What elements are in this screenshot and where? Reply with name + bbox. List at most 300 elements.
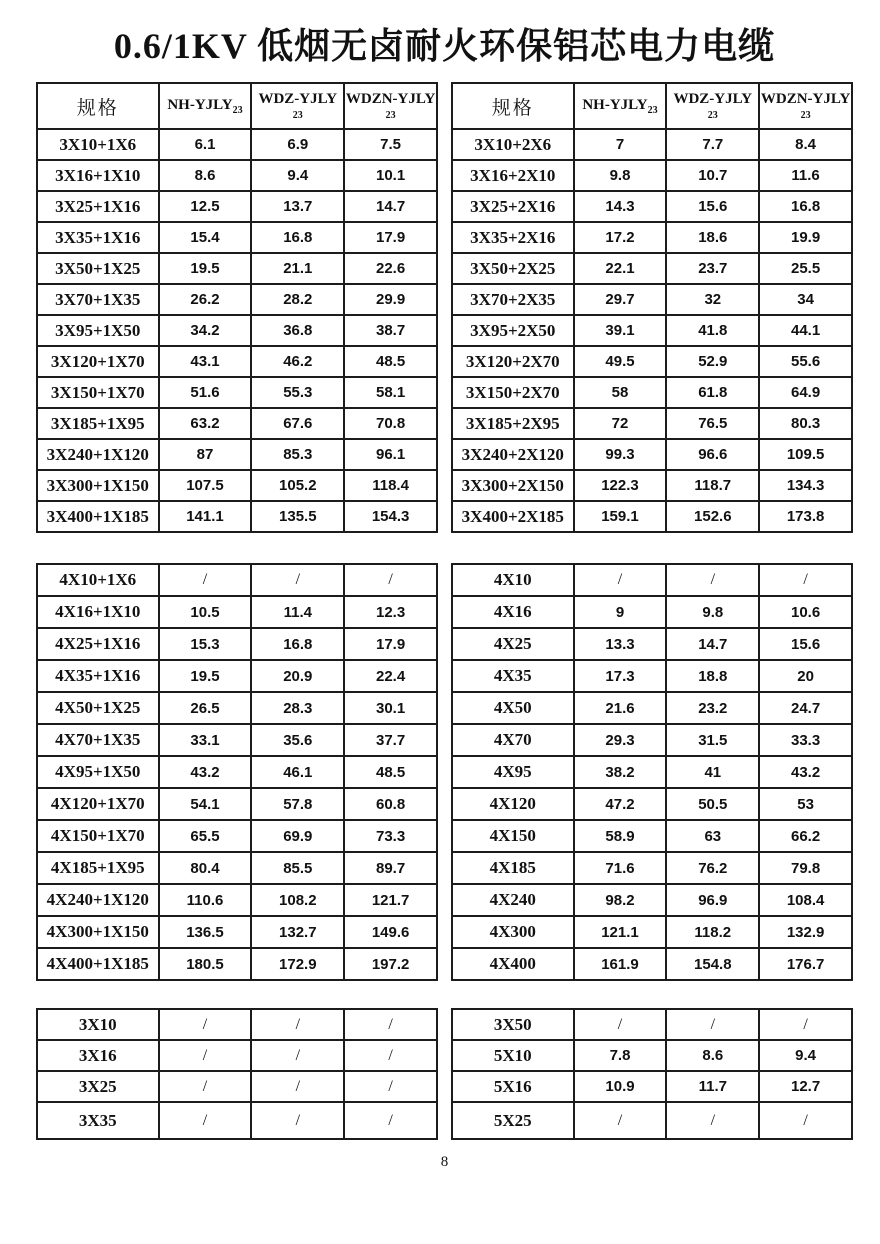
table-row: [452, 1009, 852, 1040]
spec-cell: 3X150+2X70: [452, 377, 574, 408]
table-row: [452, 564, 852, 596]
table-row: [37, 1102, 437, 1139]
spec-cell: 3X25+1X16: [37, 191, 159, 222]
spec-cell: 3X95+2X50: [452, 315, 574, 346]
value-cell: /: [159, 1071, 252, 1102]
spec-cell: 4X185+1X95: [37, 852, 159, 884]
value-cell: 14.3: [574, 191, 667, 222]
spec-cell: 4X70: [452, 724, 574, 756]
value-cell: 105.2: [251, 470, 344, 501]
spec-cell: 5X16: [452, 1071, 574, 1102]
value-cell: 15.3: [159, 628, 252, 660]
value-cell: 108.2: [251, 884, 344, 916]
spec-cell: 4X10: [452, 564, 574, 596]
value-cell: 49.5: [574, 346, 667, 377]
value-cell: 63.2: [159, 408, 252, 439]
value-cell: 36.8: [251, 315, 344, 346]
value-cell: 11.4: [251, 596, 344, 628]
table-row: [452, 284, 852, 315]
value-cell: 98.2: [574, 884, 667, 916]
value-cell: 22.4: [344, 660, 437, 692]
value-cell: 19.5: [159, 660, 252, 692]
table-row: [452, 660, 852, 692]
value-cell: 87: [159, 439, 252, 470]
value-cell: 46.2: [251, 346, 344, 377]
value-cell: 10.9: [574, 1071, 667, 1102]
value-cell: /: [344, 1102, 437, 1139]
value-cell: 34: [759, 284, 852, 315]
table-row: [37, 660, 437, 692]
value-cell: 58: [574, 377, 667, 408]
value-cell: 8.6: [666, 1040, 759, 1071]
spec-cell: 3X95+1X50: [37, 315, 159, 346]
table-row: [452, 1040, 852, 1071]
table-row: [37, 564, 437, 596]
spec-cell: 3X70+1X35: [37, 284, 159, 315]
value-cell: 26.2: [159, 284, 252, 315]
value-cell: 7: [574, 129, 667, 160]
header-wdzn-sub: 23: [800, 110, 811, 122]
spec-cell: 3X16: [37, 1040, 159, 1071]
value-cell: 7.7: [666, 129, 759, 160]
value-cell: 107.5: [159, 470, 252, 501]
spec-cell: 4X400: [452, 948, 574, 980]
spec-cell: 3X185+1X95: [37, 408, 159, 439]
value-cell: 6.9: [251, 129, 344, 160]
value-cell: 9.8: [574, 160, 667, 191]
table-row: [452, 596, 852, 628]
value-cell: 15.6: [666, 191, 759, 222]
value-cell: 96.6: [666, 439, 759, 470]
header-row: [452, 83, 852, 129]
value-cell: 28.2: [251, 284, 344, 315]
value-cell: 48.5: [344, 756, 437, 788]
table-row: [37, 222, 437, 253]
table-row: [452, 222, 852, 253]
value-cell: 33.3: [759, 724, 852, 756]
value-cell: 73.3: [344, 820, 437, 852]
table-row: [37, 884, 437, 916]
value-cell: 180.5: [159, 948, 252, 980]
value-cell: 17.9: [344, 628, 437, 660]
value-cell: 51.6: [159, 377, 252, 408]
value-cell: 9.4: [251, 160, 344, 191]
table-row: [37, 191, 437, 222]
value-cell: 23.7: [666, 253, 759, 284]
value-cell: 159.1: [574, 501, 667, 532]
table-row: [37, 1040, 437, 1071]
value-cell: 41: [666, 756, 759, 788]
header-wdz-label: WDZ-YJLY: [258, 90, 338, 107]
value-cell: 85.5: [251, 852, 344, 884]
spec-cell: 3X10: [37, 1009, 159, 1040]
value-cell: 109.5: [759, 439, 852, 470]
value-cell: 11.7: [666, 1071, 759, 1102]
table-row: [37, 852, 437, 884]
value-cell: 118.7: [666, 470, 759, 501]
spec-cell: 4X25: [452, 628, 574, 660]
value-cell: 141.1: [159, 501, 252, 532]
value-cell: 9.8: [666, 596, 759, 628]
spec-cell: 3X50+2X25: [452, 253, 574, 284]
spec-cell: 3X10+1X6: [37, 129, 159, 160]
spec-cell: 4X95+1X50: [37, 756, 159, 788]
spec-cell: 3X25: [37, 1071, 159, 1102]
value-cell: 53: [759, 788, 852, 820]
spec-cell: 3X16+2X10: [452, 160, 574, 191]
value-cell: 197.2: [344, 948, 437, 980]
spec-cell: 4X50: [452, 692, 574, 724]
value-cell: 21.1: [251, 253, 344, 284]
value-cell: 29.7: [574, 284, 667, 315]
value-cell: 19.5: [159, 253, 252, 284]
table-header: [37, 83, 437, 129]
value-cell: /: [159, 1009, 252, 1040]
spec-cell: 3X185+2X95: [452, 408, 574, 439]
value-cell: 33.1: [159, 724, 252, 756]
spec-cell: 3X25+2X16: [452, 191, 574, 222]
value-cell: /: [344, 564, 437, 596]
value-cell: 11.6: [759, 160, 852, 191]
value-cell: 154.8: [666, 948, 759, 980]
value-cell: 13.3: [574, 628, 667, 660]
spec-cell: 4X35: [452, 660, 574, 692]
value-cell: 16.8: [759, 191, 852, 222]
value-cell: 18.8: [666, 660, 759, 692]
value-cell: 37.7: [344, 724, 437, 756]
value-cell: 47.2: [574, 788, 667, 820]
value-cell: 10.6: [759, 596, 852, 628]
table-row: [37, 470, 437, 501]
value-cell: 66.2: [759, 820, 852, 852]
table-row: [452, 129, 852, 160]
value-cell: /: [344, 1071, 437, 1102]
value-cell: /: [666, 1009, 759, 1040]
table-row: [452, 724, 852, 756]
table-row: [452, 916, 852, 948]
value-cell: 55.6: [759, 346, 852, 377]
spec-cell: 4X300+1X150: [37, 916, 159, 948]
table-row: [37, 284, 437, 315]
value-cell: 96.9: [666, 884, 759, 916]
table-row: [452, 253, 852, 284]
value-cell: 38.7: [344, 315, 437, 346]
value-cell: 22.6: [344, 253, 437, 284]
spec-cell: 3X120+2X70: [452, 346, 574, 377]
value-cell: 7.8: [574, 1040, 667, 1071]
value-cell: 10.5: [159, 596, 252, 628]
header-row: [37, 83, 437, 129]
table-row: [452, 788, 852, 820]
value-cell: /: [251, 1102, 344, 1139]
table-bottom-right: [451, 1008, 853, 1140]
spec-cell: 3X50: [452, 1009, 574, 1040]
table-row: [452, 501, 852, 532]
header-wdzn-label: WDZN-YJLY: [345, 90, 436, 107]
header-wdzn-sub: 23: [385, 110, 396, 122]
table-row: [452, 470, 852, 501]
spec-cell: 4X120: [452, 788, 574, 820]
value-cell: 25.5: [759, 253, 852, 284]
value-cell: 121.7: [344, 884, 437, 916]
value-cell: 8.6: [159, 160, 252, 191]
table-row: [452, 884, 852, 916]
value-cell: 76.5: [666, 408, 759, 439]
value-cell: 29.3: [574, 724, 667, 756]
value-cell: 58.9: [574, 820, 667, 852]
value-cell: 57.8: [251, 788, 344, 820]
spec-cell: 4X35+1X16: [37, 660, 159, 692]
value-cell: 79.8: [759, 852, 852, 884]
value-cell: 34.2: [159, 315, 252, 346]
value-cell: 16.8: [251, 628, 344, 660]
spec-cell: 4X50+1X25: [37, 692, 159, 724]
value-cell: 152.6: [666, 501, 759, 532]
table-body: [452, 1009, 852, 1139]
value-cell: 17.3: [574, 660, 667, 692]
spec-cell: 3X400+1X185: [37, 501, 159, 532]
value-cell: 38.2: [574, 756, 667, 788]
value-cell: 108.4: [759, 884, 852, 916]
value-cell: 20.9: [251, 660, 344, 692]
header-wdz-sub: 23: [707, 110, 718, 122]
table-row: [37, 377, 437, 408]
spec-cell: 4X16: [452, 596, 574, 628]
value-cell: 13.7: [251, 191, 344, 222]
header-wdz-label: WDZ-YJLY: [673, 90, 753, 107]
table-row: [452, 820, 852, 852]
table-row: [37, 820, 437, 852]
table-body: [452, 564, 852, 980]
value-cell: 46.1: [251, 756, 344, 788]
header-nh-sub: 23: [232, 104, 243, 116]
section-top: [36, 82, 853, 533]
spec-cell: 4X150: [452, 820, 574, 852]
spec-cell: 3X70+2X35: [452, 284, 574, 315]
table-row: [452, 377, 852, 408]
spec-cell: 4X95: [452, 756, 574, 788]
value-cell: 67.6: [251, 408, 344, 439]
page-title: 0.6/1KV 低烟无卤耐火环保铝芯电力电缆: [113, 26, 776, 66]
value-cell: 28.3: [251, 692, 344, 724]
table-row: [37, 129, 437, 160]
spec-cell: 4X16+1X10: [37, 596, 159, 628]
spec-cell: 3X16+1X10: [37, 160, 159, 191]
value-cell: 76.2: [666, 852, 759, 884]
spec-cell: 4X240+1X120: [37, 884, 159, 916]
header-wdzn-yjly23: [344, 83, 437, 129]
table-row: [37, 501, 437, 532]
spec-cell: 3X300+1X150: [37, 470, 159, 501]
header-wdz-sub: 23: [292, 110, 303, 122]
value-cell: /: [251, 1040, 344, 1071]
value-cell: 35.6: [251, 724, 344, 756]
table-row: [37, 788, 437, 820]
value-cell: 85.3: [251, 439, 344, 470]
value-cell: 50.5: [666, 788, 759, 820]
table-header: [452, 83, 852, 129]
header-nh-yjly23: [574, 83, 667, 129]
table-middle-right: [451, 563, 853, 981]
value-cell: 7.5: [344, 129, 437, 160]
header-nh-sub: 23: [647, 104, 658, 116]
value-cell: 24.7: [759, 692, 852, 724]
table-top-left: [36, 82, 438, 533]
table-row: [37, 439, 437, 470]
value-cell: 31.5: [666, 724, 759, 756]
value-cell: 60.8: [344, 788, 437, 820]
value-cell: 6.1: [159, 129, 252, 160]
value-cell: 41.8: [666, 315, 759, 346]
value-cell: 71.6: [574, 852, 667, 884]
header-wdzn-label: WDZN-YJLY: [760, 90, 851, 107]
value-cell: /: [574, 1009, 667, 1040]
spec-cell: 3X240+2X120: [452, 439, 574, 470]
value-cell: 12.5: [159, 191, 252, 222]
value-cell: 132.7: [251, 916, 344, 948]
value-cell: 19.9: [759, 222, 852, 253]
value-cell: 176.7: [759, 948, 852, 980]
value-cell: /: [159, 1102, 252, 1139]
value-cell: 21.6: [574, 692, 667, 724]
table-row: [452, 628, 852, 660]
value-cell: 63: [666, 820, 759, 852]
value-cell: 70.8: [344, 408, 437, 439]
table-row: [37, 253, 437, 284]
spec-cell: 4X10+1X6: [37, 564, 159, 596]
table-middle-left: [36, 563, 438, 981]
value-cell: 134.3: [759, 470, 852, 501]
value-cell: 61.8: [666, 377, 759, 408]
table-row: [452, 1071, 852, 1102]
value-cell: /: [574, 564, 667, 596]
page-number: 8: [440, 1154, 449, 1170]
table-row: [452, 315, 852, 346]
table-row: [37, 948, 437, 980]
table-row: [452, 756, 852, 788]
header-wdz-yjly23: [251, 83, 344, 129]
table-body: [452, 129, 852, 532]
spec-cell: 3X120+1X70: [37, 346, 159, 377]
value-cell: 29.9: [344, 284, 437, 315]
value-cell: /: [759, 564, 852, 596]
value-cell: 121.1: [574, 916, 667, 948]
spec-cell: 4X300: [452, 916, 574, 948]
table-body: [37, 129, 437, 532]
spec-cell: 3X300+2X150: [452, 470, 574, 501]
spec-cell: 3X10+2X6: [452, 129, 574, 160]
value-cell: 96.1: [344, 439, 437, 470]
header-spec: 规格: [37, 83, 159, 129]
value-cell: 55.3: [251, 377, 344, 408]
value-cell: /: [759, 1102, 852, 1139]
table-row: [452, 408, 852, 439]
value-cell: /: [344, 1009, 437, 1040]
value-cell: 26.5: [159, 692, 252, 724]
table-row: [452, 160, 852, 191]
value-cell: 23.2: [666, 692, 759, 724]
header-nh-label: NH-YJLY: [167, 96, 233, 113]
table-row: [37, 628, 437, 660]
value-cell: /: [251, 564, 344, 596]
spec-cell: 5X25: [452, 1102, 574, 1139]
value-cell: 58.1: [344, 377, 437, 408]
table-row: [37, 596, 437, 628]
value-cell: 30.1: [344, 692, 437, 724]
value-cell: 99.3: [574, 439, 667, 470]
table-row: [452, 948, 852, 980]
value-cell: 161.9: [574, 948, 667, 980]
value-cell: 16.8: [251, 222, 344, 253]
table-body: [37, 564, 437, 980]
spec-cell: 4X400+1X185: [37, 948, 159, 980]
value-cell: 15.6: [759, 628, 852, 660]
section-bottom: [36, 1008, 853, 1140]
value-cell: 8.4: [759, 129, 852, 160]
table-row: [37, 315, 437, 346]
value-cell: 154.3: [344, 501, 437, 532]
table-row: [37, 346, 437, 377]
value-cell: 39.1: [574, 315, 667, 346]
value-cell: /: [574, 1102, 667, 1139]
value-cell: 72: [574, 408, 667, 439]
value-cell: /: [344, 1040, 437, 1071]
spec-cell: 4X25+1X16: [37, 628, 159, 660]
value-cell: 14.7: [344, 191, 437, 222]
spec-cell: 4X185: [452, 852, 574, 884]
spec-cell: 4X70+1X35: [37, 724, 159, 756]
value-cell: 65.5: [159, 820, 252, 852]
spec-cell: 5X10: [452, 1040, 574, 1071]
spec-cell: 3X50+1X25: [37, 253, 159, 284]
value-cell: 172.9: [251, 948, 344, 980]
table-row: [452, 1102, 852, 1139]
spec-cell: 3X35+1X16: [37, 222, 159, 253]
value-cell: /: [251, 1009, 344, 1040]
header-wdzn-yjly23: [759, 83, 852, 129]
value-cell: 135.5: [251, 501, 344, 532]
value-cell: 80.4: [159, 852, 252, 884]
table-row: [37, 1071, 437, 1102]
table-row: [452, 191, 852, 222]
value-cell: 10.7: [666, 160, 759, 191]
value-cell: 118.2: [666, 916, 759, 948]
value-cell: 54.1: [159, 788, 252, 820]
value-cell: 122.3: [574, 470, 667, 501]
table-row: [452, 692, 852, 724]
table-top-right: [451, 82, 853, 533]
value-cell: 64.9: [759, 377, 852, 408]
spec-cell: 3X240+1X120: [37, 439, 159, 470]
spec-cell: 3X35: [37, 1102, 159, 1139]
header-spec: 规格: [452, 83, 574, 129]
value-cell: 17.9: [344, 222, 437, 253]
value-cell: /: [666, 564, 759, 596]
table-row: [452, 852, 852, 884]
value-cell: 80.3: [759, 408, 852, 439]
spec-cell: 4X240: [452, 884, 574, 916]
value-cell: 43.2: [159, 756, 252, 788]
value-cell: /: [159, 1040, 252, 1071]
value-cell: 18.6: [666, 222, 759, 253]
value-cell: /: [159, 564, 252, 596]
value-cell: 9.4: [759, 1040, 852, 1071]
value-cell: 69.9: [251, 820, 344, 852]
value-cell: 15.4: [159, 222, 252, 253]
value-cell: 43.1: [159, 346, 252, 377]
header-nh-label: NH-YJLY: [582, 96, 648, 113]
header-nh-yjly23: [159, 83, 252, 129]
